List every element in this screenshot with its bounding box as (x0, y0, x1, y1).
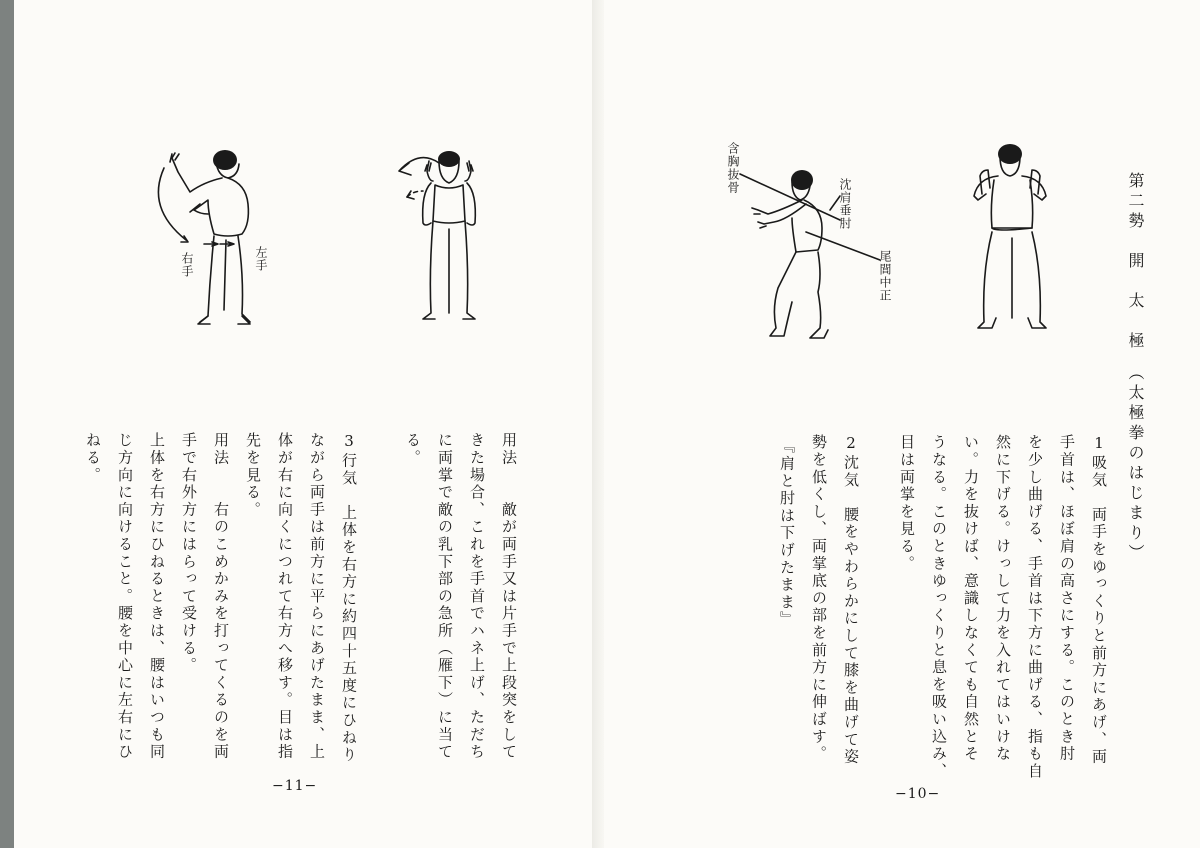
section-title: 第二勢 開 太 極 （太極拳のはじまり） (1126, 172, 1145, 564)
label-left-hand: 左手 (254, 246, 268, 272)
right-paragraph-6: うなる。このときゆっくりと息を吸い込み、 (930, 434, 948, 780)
label-right-hand: 右手 (180, 252, 194, 278)
left-paragraph-4: る。 (404, 432, 422, 467)
left-paragraph-11: 上体を右方にひねるときは、腰はいつも同 (148, 432, 166, 761)
right-paragraph-1: 1吸気 両手をゆっくりと前方にあげ、両 (1090, 434, 1108, 766)
right-paragraph-7: 目は両掌を見る。 (898, 434, 916, 573)
left-paragraph-12: じ方向に向けること。腰を中心に左右にひ (116, 432, 134, 761)
left-paragraph-13: ねる。 (84, 432, 102, 484)
label-shoulder: 沈肩垂肘 (838, 178, 852, 230)
right-page-number: −10− (895, 786, 941, 802)
book-edge (0, 0, 14, 848)
right-paragraph-5: い。力を抜けば、意識しなくても自然とそ (962, 434, 980, 763)
left-paragraph-2: きた場合、これを手首でハネ上げ、ただち (468, 432, 486, 761)
figure-posture-side (740, 160, 880, 350)
left-paragraph-7: 体が右に向くにつれて右方へ移す。目は指 (276, 432, 294, 761)
right-paragraph-3: を少し曲げる、手首は下方に曲げる、指も自 (1026, 434, 1044, 780)
left-paragraph-9: 用法 右のこめかみを打ってくるのを両 (212, 432, 230, 761)
left-paragraph-5: 3行気 上体を右方に約四十五度にひねり (340, 432, 358, 764)
figure-turning-front (385, 145, 495, 330)
left-paragraph-10: 手で右外方にはらって受ける。 (180, 432, 198, 675)
right-paragraph-8: 2沈気 腰をやわらかにして膝を曲げて姿 (842, 434, 860, 766)
right-paragraph-4: 然に下げる。けっして力を入れてはいけな (994, 434, 1012, 763)
right-paragraph-2: 手首は、ほぼ肩の高さにする。このとき肘 (1058, 434, 1076, 763)
left-paragraph-6: ながら両手は前方に平らにあげたまま、上 (308, 432, 326, 761)
left-page-number: −11− (272, 778, 318, 794)
label-tailbone: 尾閭中正 (878, 250, 892, 302)
figure-warding-side (150, 140, 260, 330)
label-chest: 含胸抜骨 (726, 142, 740, 194)
left-paragraph-8: 先を見る。 (244, 432, 262, 519)
right-paragraph-9: 勢を低くし、両掌底の部を前方に伸ばす。 (810, 434, 828, 763)
left-paragraph-3: に両掌で敵の乳下部の急所（雁下）に当て (436, 432, 454, 761)
figure-opening-front (968, 140, 1058, 340)
left-paragraph-1: 用法 敵が両手又は片手で上段突をして (500, 432, 518, 761)
right-page (604, 0, 1200, 848)
right-paragraph-10: 『肩と肘は下げたまま』 (778, 438, 796, 629)
